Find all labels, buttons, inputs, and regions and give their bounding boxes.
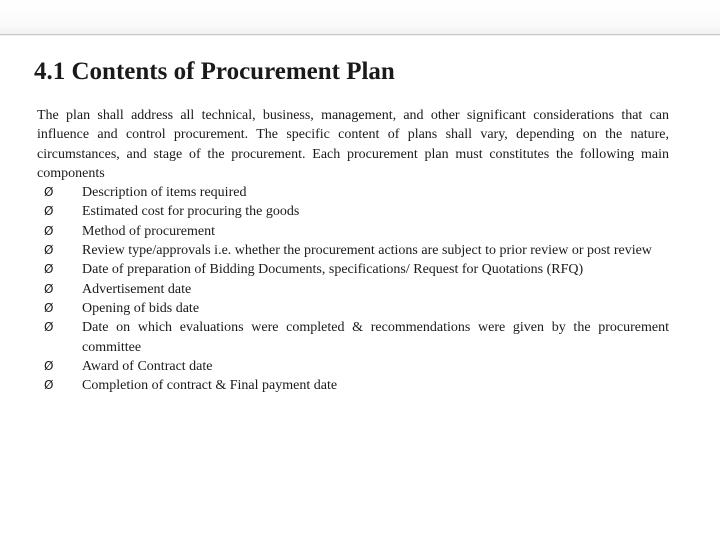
arrow-bullet-icon: Ø: [44, 223, 54, 238]
list-item-text: Completion of contract & Final payment date: [82, 378, 338, 394]
arrow-bullet-icon: Ø: [44, 262, 54, 277]
list-item: [37, 202, 669, 221]
list-item: [37, 183, 669, 202]
list-item-text: Date of preparation of Bidding Documents, specifications/ Request for Quotations (RFQ): [82, 262, 584, 278]
list-item-text: Opening of bids date: [82, 300, 200, 316]
components-list: [37, 183, 669, 395]
slide-body: [37, 106, 669, 395]
arrow-bullet-icon: Ø: [44, 320, 54, 335]
arrow-bullet-icon: Ø: [44, 243, 54, 258]
header-band: [0, 0, 720, 36]
arrow-bullet-icon: Ø: [44, 281, 54, 296]
list-item-text: Date on which evaluations were completed & recommendations were given by the procurement committee: [82, 320, 669, 355]
slide-title: 4.1 Contents of Procurement Plan: [34, 58, 395, 85]
arrow-bullet-icon: Ø: [44, 300, 54, 315]
list-item-text: Description of items required: [82, 185, 247, 201]
list-item: [37, 376, 669, 395]
intro-paragraph: The plan shall address all technical, business, management, and other significant considerations that can influence and control procurement. The specific content of plans shall vary, depending on the nature, circumstances, and stage of the procurement. Each procurement plan must constitutes the following main components: [37, 108, 669, 181]
list-item-text: Estimated cost for procuring the goods: [82, 204, 300, 220]
list-item: [37, 357, 669, 376]
arrow-bullet-icon: Ø: [44, 358, 54, 373]
arrow-bullet-icon: Ø: [44, 378, 54, 393]
list-item: [37, 222, 669, 241]
list-item-text: Review type/approvals i.e. whether the procurement actions are subject to prior review or post review: [82, 243, 652, 259]
list-item-text: Advertisement date: [82, 281, 192, 297]
list-item: [37, 241, 669, 260]
arrow-bullet-icon: Ø: [44, 204, 54, 219]
list-item-text: Award of Contract date: [82, 358, 213, 374]
list-item: [37, 318, 669, 357]
arrow-bullet-icon: Ø: [44, 185, 54, 200]
list-item: [37, 280, 669, 299]
list-item: [37, 299, 669, 318]
list-item-text: Method of procurement: [82, 223, 215, 239]
list-item: [37, 260, 669, 279]
header-divider: [0, 34, 720, 35]
